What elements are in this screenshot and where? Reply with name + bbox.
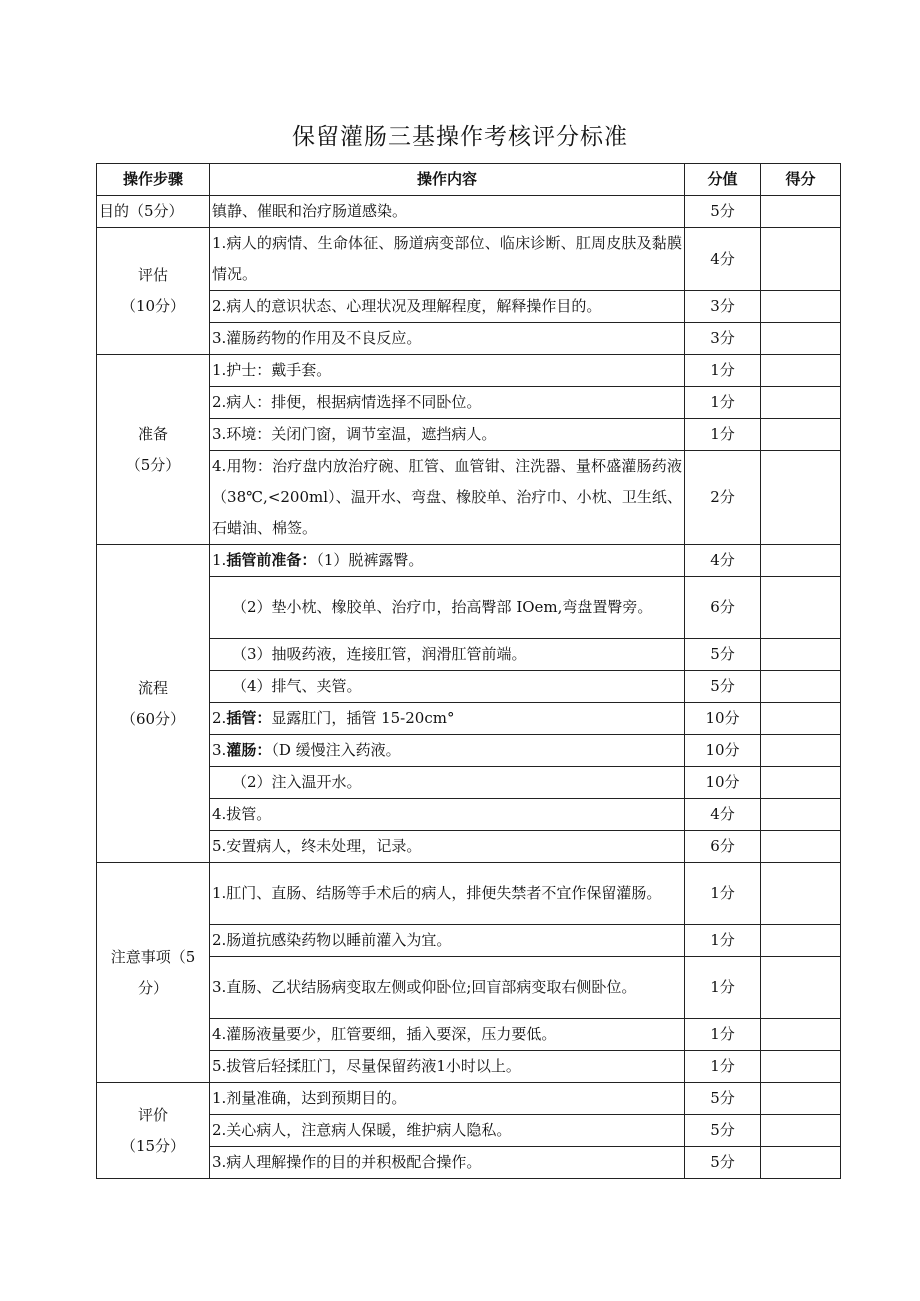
content-text: 3.直肠、乙状结肠病变取左侧或仰卧位;回盲部病变取右侧卧位。 (212, 978, 637, 996)
got-cell[interactable] (761, 451, 841, 545)
header-content: 操作内容 (210, 164, 685, 196)
content-cell: 2.病人：排便，根据病情选择不同卧位。 (210, 387, 685, 419)
score-cell: 1分 (685, 1019, 761, 1051)
content-cell: 1.护士：戴手套。 (210, 355, 685, 387)
got-cell[interactable] (761, 799, 841, 831)
got-cell[interactable] (761, 1147, 841, 1179)
got-cell[interactable] (761, 957, 841, 1019)
content-text: （3）抽吸药液，连接肛管，润滑肛管前端。 (232, 645, 527, 663)
content-cell: 3.灌肠药物的作用及不良反应。 (210, 323, 685, 355)
score-cell: 10分 (685, 703, 761, 735)
item-number: 1. (212, 551, 227, 569)
header-row (97, 164, 841, 196)
step-label: 准备 (137, 424, 168, 443)
content-cell: 5.安置病人，终未处理，记录。 (210, 831, 685, 863)
step-cell (97, 355, 210, 545)
score-cell: 5分 (685, 671, 761, 703)
got-cell[interactable] (761, 196, 841, 228)
step-label: 注意事项（5 (110, 947, 196, 966)
score-cell: 3分 (685, 323, 761, 355)
score-cell: 4分 (685, 545, 761, 577)
header-step: 操作步骤 (97, 164, 210, 196)
item-text: （D 缓慢注入药液。 (271, 741, 401, 759)
got-cell[interactable] (761, 767, 841, 799)
step-label: 流程 (137, 678, 168, 697)
score-cell: 1分 (685, 1051, 761, 1083)
item-text: （1）脱裤露臀。 (316, 551, 424, 569)
score-cell: 6分 (685, 831, 761, 863)
got-cell[interactable] (761, 545, 841, 577)
got-cell[interactable] (761, 1083, 841, 1115)
score-cell: 1分 (685, 925, 761, 957)
step-cell (97, 228, 210, 355)
content-cell (210, 545, 685, 577)
step-label: 目的（5分） (99, 202, 184, 220)
got-cell[interactable] (761, 831, 841, 863)
page-title: 保留灌肠三基操作考核评分标准 (292, 124, 628, 150)
content-text: （2）垫小枕、橡胶单、治疗巾，抬高臀部 IOem,弯盘置臀旁。 (232, 598, 653, 616)
table-row (97, 196, 841, 228)
got-cell[interactable] (761, 1051, 841, 1083)
score-cell: 2分 (685, 451, 761, 545)
content-cell: 5.拔管后轻揉肛门，尽量保留药液1小时以上。 (210, 1051, 685, 1083)
content-text: （2）注入温开水。 (232, 773, 362, 791)
content-cell: 1.剂量准确，达到预期目的。 (210, 1083, 685, 1115)
table-row (97, 863, 841, 925)
got-cell[interactable] (761, 703, 841, 735)
step-cell (97, 545, 210, 863)
scoring-table (96, 163, 841, 1179)
content-cell: 4.灌肠液量要少，肛管要细，插入要深，压力要低。 (210, 1019, 685, 1051)
score-cell: 1分 (685, 957, 761, 1019)
got-cell[interactable] (761, 291, 841, 323)
got-cell[interactable] (761, 925, 841, 957)
content-text: 1.肛门、直肠、结肠等手术后的病人，排便失禁者不宜作保留灌肠。 (212, 884, 662, 902)
item-text: 显露肛门，插管 15-20cm° (271, 709, 455, 727)
score-cell: 3分 (685, 291, 761, 323)
header-score: 分值 (685, 164, 761, 196)
step-cell (97, 1083, 210, 1179)
score-cell: 1分 (685, 355, 761, 387)
got-cell[interactable] (761, 1115, 841, 1147)
score-cell: 6分 (685, 577, 761, 639)
content-cell: 2.病人的意识状态、心理状况及理解程度，解释操作目的。 (210, 291, 685, 323)
item-heading: 灌肠： (226, 741, 272, 759)
content-cell: 3.环境：关闭门窗，调节室温，遮挡病人。 (210, 419, 685, 451)
content-cell (210, 735, 685, 767)
step-cell (97, 863, 210, 1083)
got-cell[interactable] (761, 323, 841, 355)
got-cell[interactable] (761, 387, 841, 419)
item-number: 2. (212, 709, 227, 727)
score-cell: 10分 (685, 767, 761, 799)
content-text: （4）排气、夹管。 (232, 677, 362, 695)
got-cell[interactable] (761, 863, 841, 925)
content-cell: 4.拔管。 (210, 799, 685, 831)
item-heading: 插管前准备： (226, 551, 317, 569)
step-cell (97, 196, 210, 228)
got-cell[interactable] (761, 671, 841, 703)
header-got: 得分 (761, 164, 841, 196)
score-cell: 5分 (685, 1083, 761, 1115)
got-cell[interactable] (761, 419, 841, 451)
score-cell: 1分 (685, 387, 761, 419)
step-points: （10分） (120, 297, 186, 315)
content-cell: 3.病人理解操作的目的并积极配合操作。 (210, 1147, 685, 1179)
content-cell (210, 639, 685, 671)
content-cell: 镇静、催眠和治疗肠道感染。 (210, 196, 685, 228)
score-cell: 10分 (685, 735, 761, 767)
step-points: （60分） (120, 709, 186, 728)
table-row (97, 545, 841, 577)
content-text: 1.病人的病情、生命体征、肠道病变部位、临床诊断、肛周皮肤及黏膜情况。 (212, 234, 682, 283)
score-cell: 5分 (685, 196, 761, 228)
got-cell[interactable] (761, 577, 841, 639)
score-cell: 4分 (685, 799, 761, 831)
step-points: （15分） (120, 1136, 186, 1155)
step-points: 分） (137, 978, 168, 997)
content-cell: 2.肠道抗感染药物以睡前灌入为宜。 (210, 925, 685, 957)
got-cell[interactable] (761, 355, 841, 387)
got-cell[interactable] (761, 639, 841, 671)
content-cell (210, 957, 685, 1019)
content-cell (210, 451, 685, 545)
content-cell (210, 863, 685, 925)
step-points: （5分） (125, 455, 181, 474)
got-cell[interactable] (761, 1019, 841, 1051)
score-cell: 5分 (685, 1115, 761, 1147)
content-cell (210, 671, 685, 703)
content-cell (210, 577, 685, 639)
table-row (97, 355, 841, 387)
score-cell: 1分 (685, 419, 761, 451)
content-cell (210, 228, 685, 291)
item-number: 3. (212, 741, 227, 759)
content-cell (210, 703, 685, 735)
got-cell[interactable] (761, 735, 841, 767)
score-cell: 4分 (685, 228, 761, 291)
step-label: 评价 (137, 1105, 168, 1124)
got-cell[interactable] (761, 228, 841, 291)
score-cell: 5分 (685, 1147, 761, 1179)
content-text: 4.用物：治疗盘内放治疗碗、肛管、血管钳、注洗器、量杯盛灌肠药液（38℃,<200ml）、温开水、弯盘、橡胶单、治疗巾、小枕、卫生纸、石蜡油、棉签。 (212, 457, 682, 537)
item-heading: 插管： (226, 709, 272, 727)
score-cell: 5分 (685, 639, 761, 671)
score-cell: 1分 (685, 863, 761, 925)
step-label: 评估 (137, 266, 168, 284)
content-cell: 2.关心病人，注意病人保暖，维护病人隐私。 (210, 1115, 685, 1147)
content-cell (210, 767, 685, 799)
table-row (97, 228, 841, 291)
table-row (97, 1083, 841, 1115)
